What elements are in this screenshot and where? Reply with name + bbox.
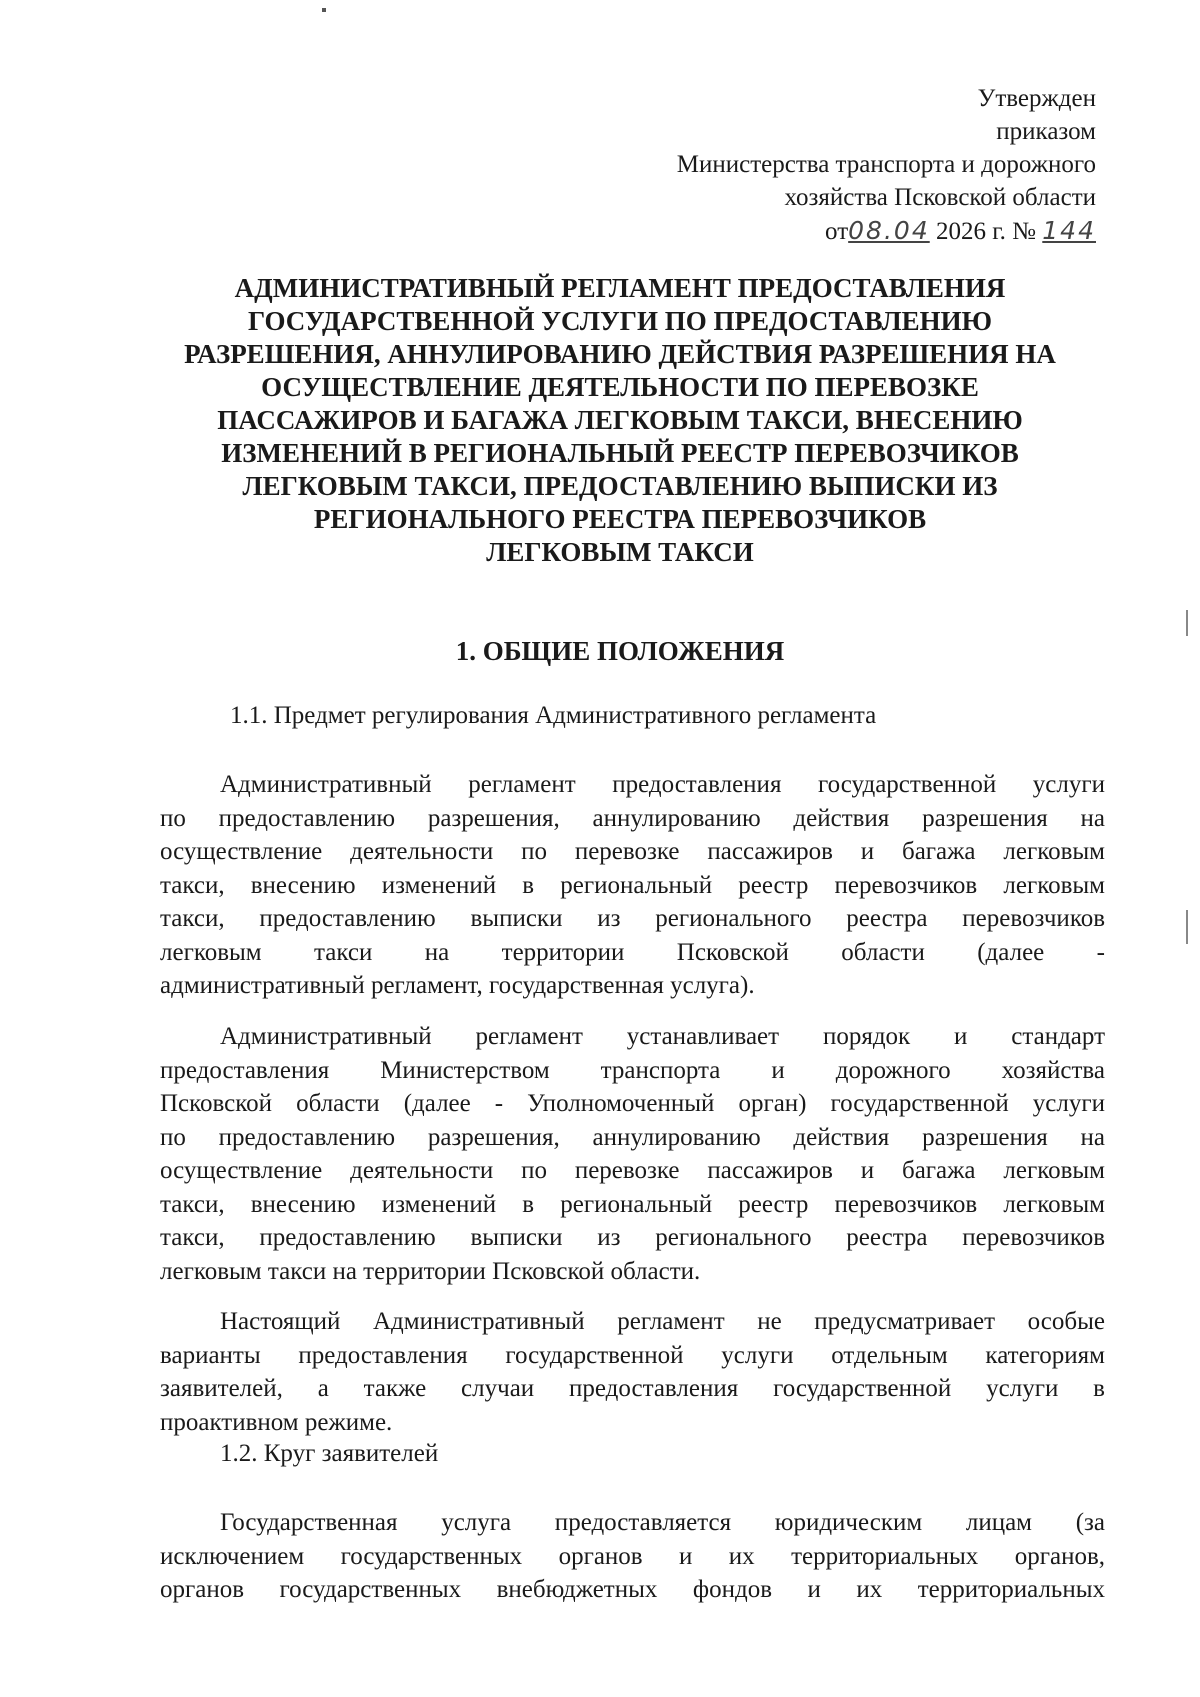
scan-dot — [322, 8, 326, 12]
year-text: 2026 г. № — [935, 218, 1037, 245]
text-line: осуществление деятельности по перевозке пассажиров и багажа легковым — [160, 838, 1105, 865]
scan-edge-mark — [1186, 910, 1188, 944]
title-line: ГОСУДАРСТВЕННОЙ УСЛУГИ ПО ПРЕДОСТАВЛЕНИЮ — [247, 306, 993, 336]
text-line: Административный регламент предоставления государственной услуги — [220, 771, 1105, 798]
text-line: органов государственных внебюджетных фондов и их территориальных — [160, 1576, 1105, 1603]
document-title — [150, 272, 1090, 569]
scan-edge-mark — [1186, 610, 1188, 636]
subsection-heading: 1.1. Предмет регулирования Административного регламента — [230, 702, 877, 729]
approval-line: приказом — [996, 118, 1096, 145]
text-line: по предоставлению разрешения, аннулированию действия разрешения на — [160, 804, 1105, 832]
text-line: Государственная услуга предоставляется юридическим лицам (за — [220, 1509, 1105, 1536]
text-line: исключением государственных органов и их территориальных органов, — [160, 1542, 1105, 1570]
section-heading: 1. ОБЩИЕ ПОЛОЖЕНИЯ — [455, 636, 785, 666]
text-line: варианты предоставления государственной услуги отдельным категориям — [160, 1341, 1105, 1369]
text-line: осуществление деятельности по перевозке пассажиров и багажа легковым — [160, 1157, 1105, 1184]
text-line: по предоставлению разрешения, аннулированию действия разрешения на — [160, 1123, 1105, 1151]
subsection-heading: 1.2. Круг заявителей — [220, 1440, 439, 1467]
title-line: ПАССАЖИРОВ И БАГАЖА ЛЕГКОВЫМ ТАКСИ, ВНЕСЕНИЮ — [217, 405, 1023, 435]
handwritten-number: 144 — [1042, 216, 1096, 245]
approval-line: хозяйства Псковской области — [784, 184, 1096, 211]
text-line: легковым такси на территории Псковской области. — [160, 1257, 701, 1285]
handwritten-date: 08.04 — [848, 216, 930, 245]
text-line: заявителей, а также случаи предоставления государственной услуги в — [160, 1375, 1105, 1402]
paragraph-scope — [160, 1020, 1105, 1288]
approval-stamp-block — [677, 82, 1096, 248]
text-line: проактивном режиме. — [160, 1408, 393, 1436]
date-prefix: от — [825, 218, 849, 245]
title-line: ЛЕГКОВЫМ ТАКСИ, ПРЕДОСТАВЛЕНИЮ ВЫПИСКИ ИЗ — [242, 471, 998, 501]
title-line: ОСУЩЕСТВЛЕНИЕ ДЕЯТЕЛЬНОСТИ ПО ПЕРЕВОЗКЕ — [261, 372, 979, 402]
title-line: АДМИНИСТРАТИВНЫЙ РЕГЛАМЕНТ ПРЕДОСТАВЛЕНИЯ — [234, 273, 1006, 303]
text-line: предоставления Министерством транспорта и дорожного хозяйства — [160, 1056, 1105, 1084]
text-line: Псковской области (далее - Уполномоченный орган) государственной услуги — [160, 1090, 1105, 1117]
text-line: легковым такси на территории Псковской области (далее - — [160, 938, 1105, 966]
text-line: такси, внесению изменений в региональный реестр перевозчиков легковым — [160, 871, 1105, 899]
paragraph-special-variants — [160, 1305, 1105, 1439]
approval-line: Министерства транспорта и дорожного — [676, 151, 1096, 178]
title-line: РАЗРЕШЕНИЯ, АННУЛИРОВАНИЮ ДЕЙСТВИЯ РАЗРЕШЕНИЯ НА — [184, 339, 1056, 369]
text-line: Настоящий Административный регламент не предусматривает особые — [220, 1308, 1105, 1335]
text-line: такси, внесению изменений в региональный реестр перевозчиков легковым — [160, 1190, 1105, 1218]
approval-date-line — [677, 214, 1096, 248]
text-line: Административный регламент устанавливает порядок и стандарт — [220, 1023, 1105, 1050]
text-line: такси, предоставлению выписки из регионального реестра перевозчиков — [160, 1224, 1105, 1251]
paragraph-applicants — [160, 1506, 1105, 1607]
title-line: ИЗМЕНЕНИЙ В РЕГИОНАЛЬНЫЙ РЕЕСТР ПЕРЕВОЗЧИКОВ — [221, 438, 1019, 468]
text-line: административный регламент, государственная услуга). — [160, 972, 755, 999]
text-line: такси, предоставлению выписки из регионального реестра перевозчиков — [160, 905, 1105, 932]
paragraph-subject — [160, 768, 1105, 1003]
title-line: РЕГИОНАЛЬНОГО РЕЕСТРА ПЕРЕВОЗЧИКОВ — [313, 504, 927, 534]
title-line: ЛЕГКОВЫМ ТАКСИ — [486, 537, 754, 567]
approval-line: Утвержден — [977, 85, 1096, 112]
